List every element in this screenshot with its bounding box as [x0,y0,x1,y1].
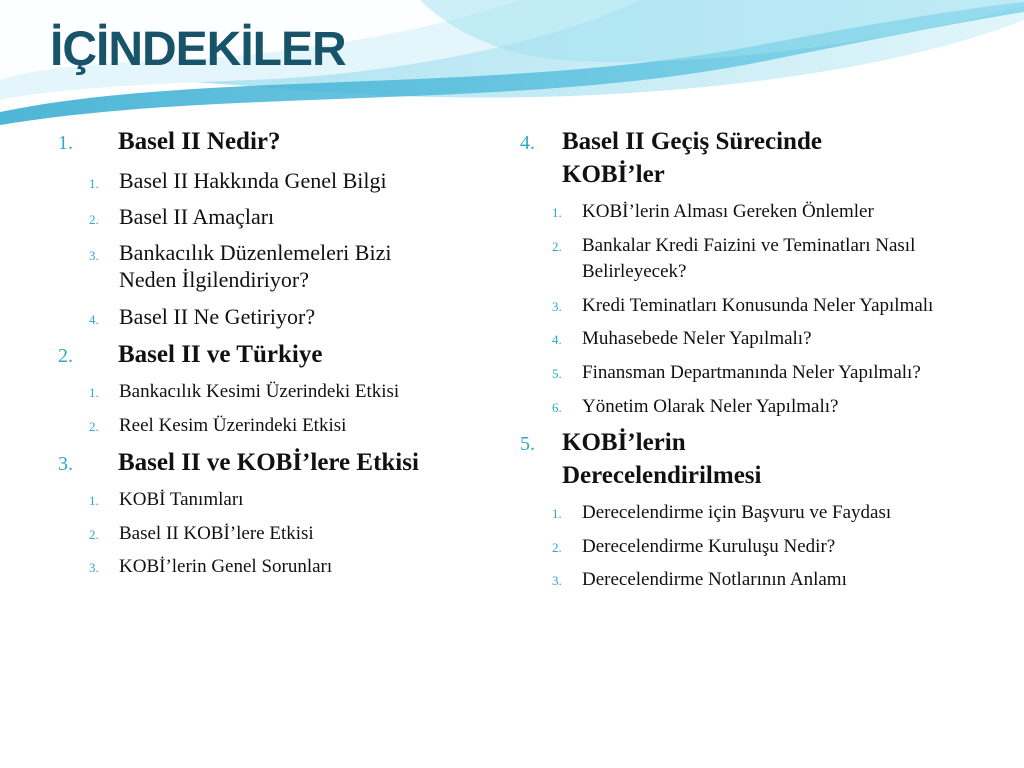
toc-item [520,360,970,387]
toc-item [58,487,488,514]
item-text: Basel II KOBİ’lere Etkisi [119,522,314,544]
toc-item [520,500,970,527]
toc-item [58,203,488,230]
toc-right-column [520,126,970,601]
item-number: 2. [89,211,99,227]
item-text: KOBİ’lerin Alması Gereken Önlemler [582,201,874,222]
section-number: 4. [520,132,535,154]
toc-section [58,447,488,581]
item-text: KOBİ’lerin Genel Sorunları [119,556,333,578]
toc-item [58,521,488,548]
toc-item [58,167,488,194]
toc-item [520,326,970,353]
section-number: 2. [58,344,73,367]
item-text: Bankacılık Düzenlemeleri Bizi Neden İlgilendiriyor? [119,240,392,293]
item-number: 5. [552,365,562,381]
item-text: Muhasebede Neler Yapılmalı? [582,328,812,350]
toc-item [58,239,488,294]
toc-item [58,554,488,581]
toc-section [520,427,970,594]
item-number: 1. [552,506,562,522]
item-text: Basel II Hakkında Genel Bilgi [119,167,387,193]
toc-item [520,233,970,286]
section-title: KOBİ’lerin Derecelendirilmesi [562,429,762,489]
item-number: 4. [89,311,99,327]
toc-item [520,394,970,421]
item-number: 2. [89,526,99,542]
section-title: Basel II ve KOBİ’lere Etkisi [118,448,419,476]
item-text: Kredi Teminatları Konusunda Neler Yapılmalı [582,294,934,316]
slide-title: İÇİNDEKİLER [50,23,346,76]
toc-section [58,126,488,330]
item-number: 3. [89,248,99,264]
item-text: Reel Kesim Üzerindeki Etkisi [119,414,347,436]
item-text: Finansman Departmanında Neler Yapılmalı? [582,361,921,383]
item-number: 1. [89,175,99,191]
item-text: Bankacılık Kesimi Üzerindeki Etkisi [119,381,400,403]
section-title: Basel II ve Türkiye [118,340,323,368]
toc-item [58,303,488,330]
item-text: Yönetim Olarak Neler Yapılmalı? [582,395,839,417]
item-number: 1. [552,205,562,220]
item-number: 3. [552,573,562,589]
item-number: 1. [89,493,99,509]
item-number: 6. [552,399,562,415]
item-text: Derecelendirme için Başvuru ve Faydası [582,502,892,524]
item-text: KOBİ Tanımları [119,489,244,511]
toc-section [58,339,488,440]
toc-item [58,413,488,440]
toc-item [58,379,488,406]
item-number: 2. [552,539,562,555]
section-number: 5. [520,433,535,456]
toc-item [520,567,970,594]
section-title: Basel II Nedir? [118,128,281,155]
item-text: Bankalar Kredi Faizini ve Teminatları Nasıl Belirleyecek? [582,234,916,283]
section-number: 1. [58,132,73,154]
item-text: Derecelendirme Kuruluşu Nedir? [582,535,836,557]
item-text: Basel II Amaçları [119,203,275,229]
section-number: 3. [58,452,73,475]
toc-item [520,293,970,320]
item-number: 3. [89,560,99,576]
item-text: Basel II Ne Getiriyor? [119,303,316,329]
item-number: 3. [552,298,562,314]
section-title: Basel II Geçiş Sürecinde KOBİ’ler [562,128,822,188]
item-text: Derecelendirme Notlarının Anlamı [582,569,847,591]
item-number: 4. [552,332,562,348]
item-number: 2. [552,238,562,254]
toc-item [520,534,970,561]
toc-section [520,126,970,420]
toc-item [520,199,970,226]
toc-left-column [58,126,488,588]
item-number: 2. [89,418,99,434]
item-number: 1. [89,385,99,401]
